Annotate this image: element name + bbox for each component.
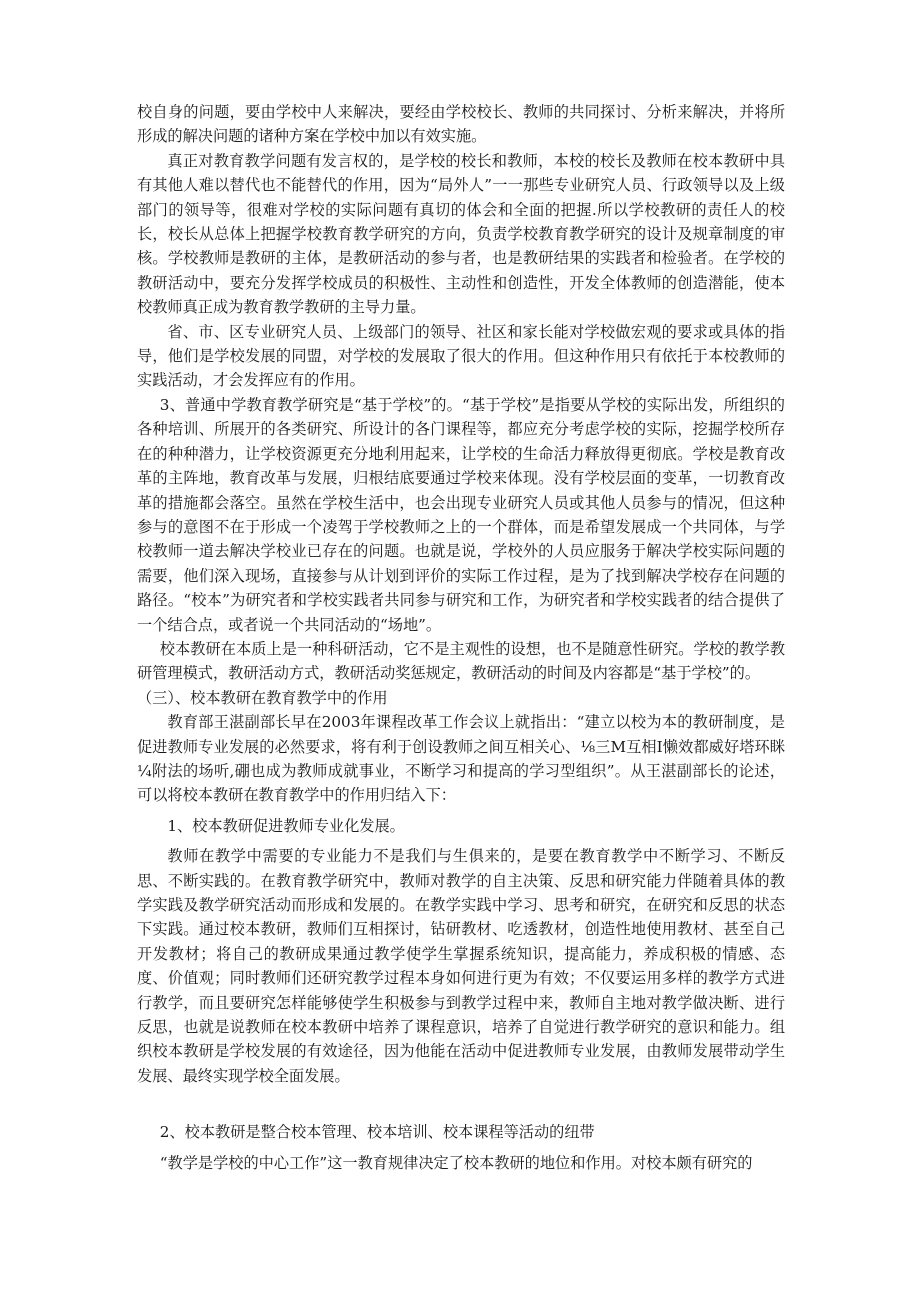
- body-paragraph: 省、市、区专业研究人员、上级部门的领导、社区和家长能对学校做宏观的要求或具体的指导，他们是学校发展的同盟，对学校的发展取了很大的作用。但这种作用只有依托于本校教师的实践活动，才会发挥应有的作用。: [137, 322, 785, 390]
- body-paragraph: 3、普通中学教育教学研究是“基于学校”的。“基于学校”是指要从学校的实际出发，所组织的各种培训、所展开的各类研究、所设计的各门课程等，都应充分考虑学校的实际，挖掘学校所存在的种种潜力，让学校资源更充分地利用起来，让学校的生命活力释放得更彻底。学校是教育改革的主阵地，教育改革与发展，归根结底要通过学校来体现。没有学校层面的变革，一切教育改革的措施都会落空。虽然在学校生活中，也会出现专业研究人员或其他人员参与的情况，但这种参与的意图不在于形成一个凌驾于学校教师之上的一个群体，而是希望发展成一个共同体，与学校教师一道去解决学校业已存在的问题。也就是说，学校外的人员应服务于解决学校实际问题的需要，他们深入现场，直接参与从计划到评价的实际工作过程，是为了找到解决学校存在问题的路径。“校本”为研究者和学校实践者共同参与研究和工作，为研究者和学校实践者的结合提供了一个结合点，或者说一个共同活动的“场地”。: [137, 395, 785, 634]
- body-paragraph: 2、校本教研是整合校本管理、校本培训、校本课程等活动的纽带: [159, 1123, 595, 1142]
- body-paragraph: 校本教研在本质上是一种科研活动，它不是主观性的设想，也不是随意性研究。学校的教学教研管理模式，教研活动方式，教研活动奖惩规定，教研活动的时间及内容都是“基于学校”的。: [137, 639, 785, 683]
- body-paragraph: 校自身的问题，要由学校中人来解决，要经由学校校长、教师的共同探讨、分析来解决，并将所形成的解决问题的诸种方案在学校中加以有效实施。: [137, 103, 785, 146]
- body-paragraph: 真正对教育教学问题有发言权的，是学校的校长和教师，本校的校长及教师在校本教研中具有其他人难以替代也不能替代的作用，因为“局外人”一一那些专业研究人员、行政领导以及上级部门的领导等，很难对学校的实际问题有真切的体会和全面的把握.所以学校教研的责任人的校长，校长从总体上把握学校教育教学研究的方向，负责学校教育教学研究的设计及规章制度的审核。学校教师是教研的主体，是教研活动的参与者，也是教研结果的实践者和检验者。在学校的教研活动中，要充分发挥学校成员的积极性、主动性和创造性，开发全体教师的创造潜能，使本校教师真正成为教育教学教研的主导力量。: [137, 151, 785, 317]
- body-paragraph: “教学是学校的中心工作”这一教育规律决定了校本教研的地位和作用。对校本颇有研究的: [159, 1153, 753, 1172]
- section-heading: （三）、校本教研在教育教学中的作用: [137, 688, 388, 707]
- paragraph-spacer: [137, 1088, 785, 1120]
- document-body: [137, 100, 785, 1175]
- body-paragraph: 1、校本教研促进教师专业化发展。: [167, 816, 405, 835]
- body-paragraph: 教师在教学中需要的专业能力不是我们与生俱来的，是要在教育教学中不断学习、不断反思、不断实践的。在教育教学研究中，教师对教学的自主决策、反思和研究能力伴随着具体的教学实践及教学研究活动而形成和发展的。在教学实践中学习、思考和研究，在研究和反思的状态下实践。通过校本教研，教师们互相探讨，钻研教材、吃透教材，创造性地使用教材、甚至自己开发教材；将自己的教研成果通过教学使学生掌握系统知识，提高能力，养成积极的情感、态度、价值观；同时教师们还研究教学过程本身如何进行更为有效；不仅要运用多样的教学方式进行教学，而且要研究怎样能够使学生积极参与到教学过程中来，教师自主地对教学做决断、进行反思，也就是说教师在校本教研中培养了课程意识，培养了自觉进行教学研究的意识和能力。组织校本教研是学校发展的有效途径，因为他能在活动中促进教师专业发展，由教师发展带动学生发展、最终实现学校全面发展。: [137, 847, 785, 1085]
- body-paragraph: 教育部王湛副部长早在2003年课程改革工作会议上就指出：“建立以校为本的教研制度，是促进教师专业发展的必然要求，将有利于创设教师之间互相关心、⅛三M互相I懒效都威好塔环眯¼附法的场听,硼也成为教师成就事业，不断学习和提高的学习型组织”。从王湛副部长的论述，可以将校本教研在教育教学中的作用归结入下：: [137, 713, 785, 805]
